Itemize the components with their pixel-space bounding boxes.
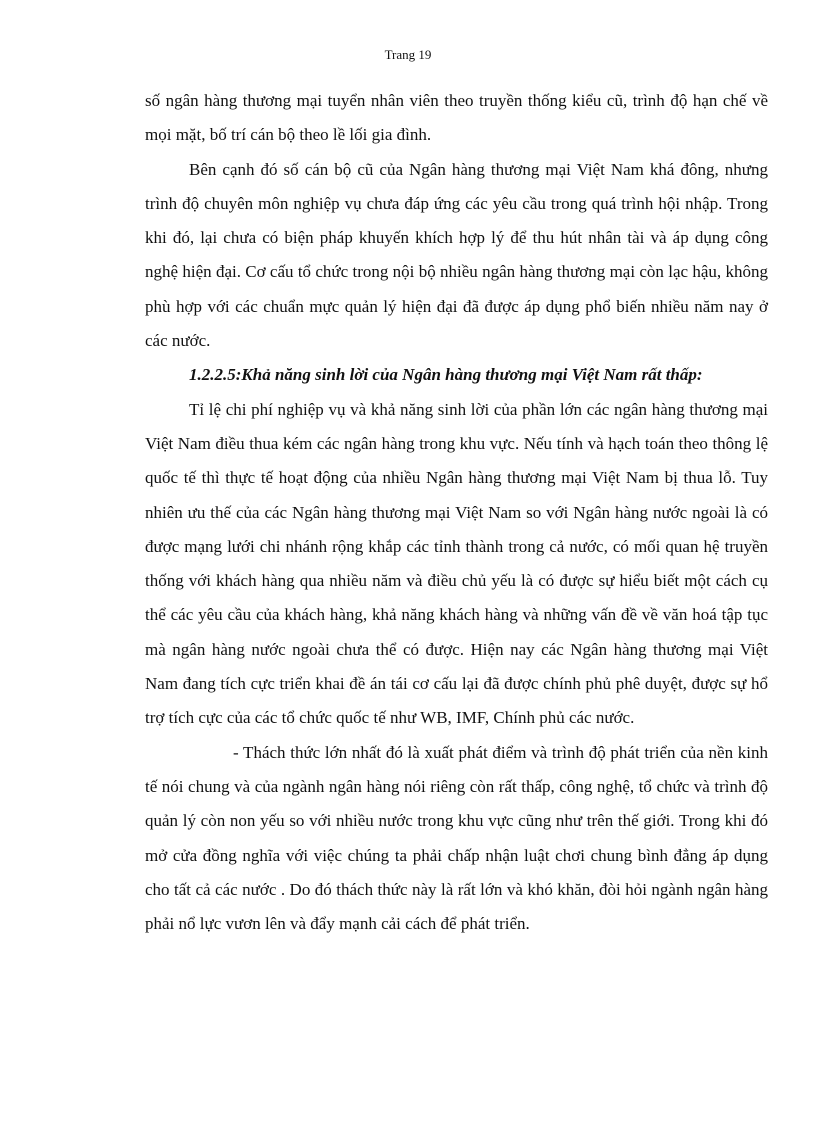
paragraph-staff-qualification: Bên cạnh đó số cán bộ cũ của Ngân hàng thương mại Việt Nam khá đông, nhưng trình độ chuyên môn nghiệp vụ chưa đáp ứng các yêu cầu trong quá trình hội nhập. Trong khi đó, lại chưa có biện pháp khuyến khích hợp lý để thu hút nhân tài và áp dụng công nghệ hiện đại. Cơ cấu tổ chức trong nội bộ nhiều ngân hàng thương mại còn lạc hậu, không phù hợp với các chuẩn mực quản lý hiện đại đã được áp dụng phổ biến nhiều năm nay ở các nước. (145, 159, 768, 351)
page-number-header: Trang 19 (384, 47, 432, 62)
paragraph-challenges: - Thách thức lớn nhất đó là xuất phát điểm và trình độ phát triển của nền kinh tế nói chung và của ngành ngân hàng nói riêng còn rất thấp, công nghệ, tổ chức và trình độ quản lý còn non yếu so với nhiều nước trong khu vực cũng như trên thế giới. Trong khi đó mở cửa đồng nghĩa với việc chúng ta phải chấp nhận luật chơi chung bình đẳng áp dụng cho tất cả các nước . Do đó thách thức này là rất lớn và khó khăn, đòi hỏi ngành ngân hàng phải nổ lực vươn lên và đẩy mạnh cải cách để phát triển. (145, 742, 768, 934)
document-body (145, 84, 768, 941)
section-heading-profitability: 1.2.2.5:Khả năng sinh lời của Ngân hàng thương mại Việt Nam rất thấp: (189, 365, 703, 385)
paragraph-continuation: số ngân hàng thương mại tuyển nhân viên theo truyền thống kiểu cũ, trình độ hạn chế về mọi mặt, bố trí cán bộ theo lề lối gia đình. (145, 91, 768, 145)
paragraph-profitability: Tỉ lệ chi phí nghiệp vụ và khả năng sinh lời của phần lớn các ngân hàng thương mại Việt Nam điều thua kém các ngân hàng trong khu vực. Nếu tính và hạch toán theo thông lệ quốc tế thì thực tế hoạt động của nhiều Ngân hàng thương mại Việt Nam bị thua lỗ. Tuy nhiên ưu thế của các Ngân hàng thương mại Việt Nam so với Ngân hàng nước ngoài là có được mạng lưới chi nhánh rộng khắp các tỉnh thành trong cả nước, có mối quan hệ truyền thống với khách hàng qua nhiều năm và điều chủ yếu là có được sự hiểu biết một cách cụ thể các yêu cầu của khách hàng, khả năng khách hàng và những vấn đề về văn hoá tập tục mà ngân hàng nước ngoài chưa thể có được. Hiện nay các Ngân hàng thương mại Việt Nam đang tích cực triển khai đề án tái cơ cấu lại đã được chính phủ phê duyệt, được sự hổ trợ tích cực của các tổ chức quốc tế như WB, IMF, Chính phủ các nước. (145, 399, 768, 728)
